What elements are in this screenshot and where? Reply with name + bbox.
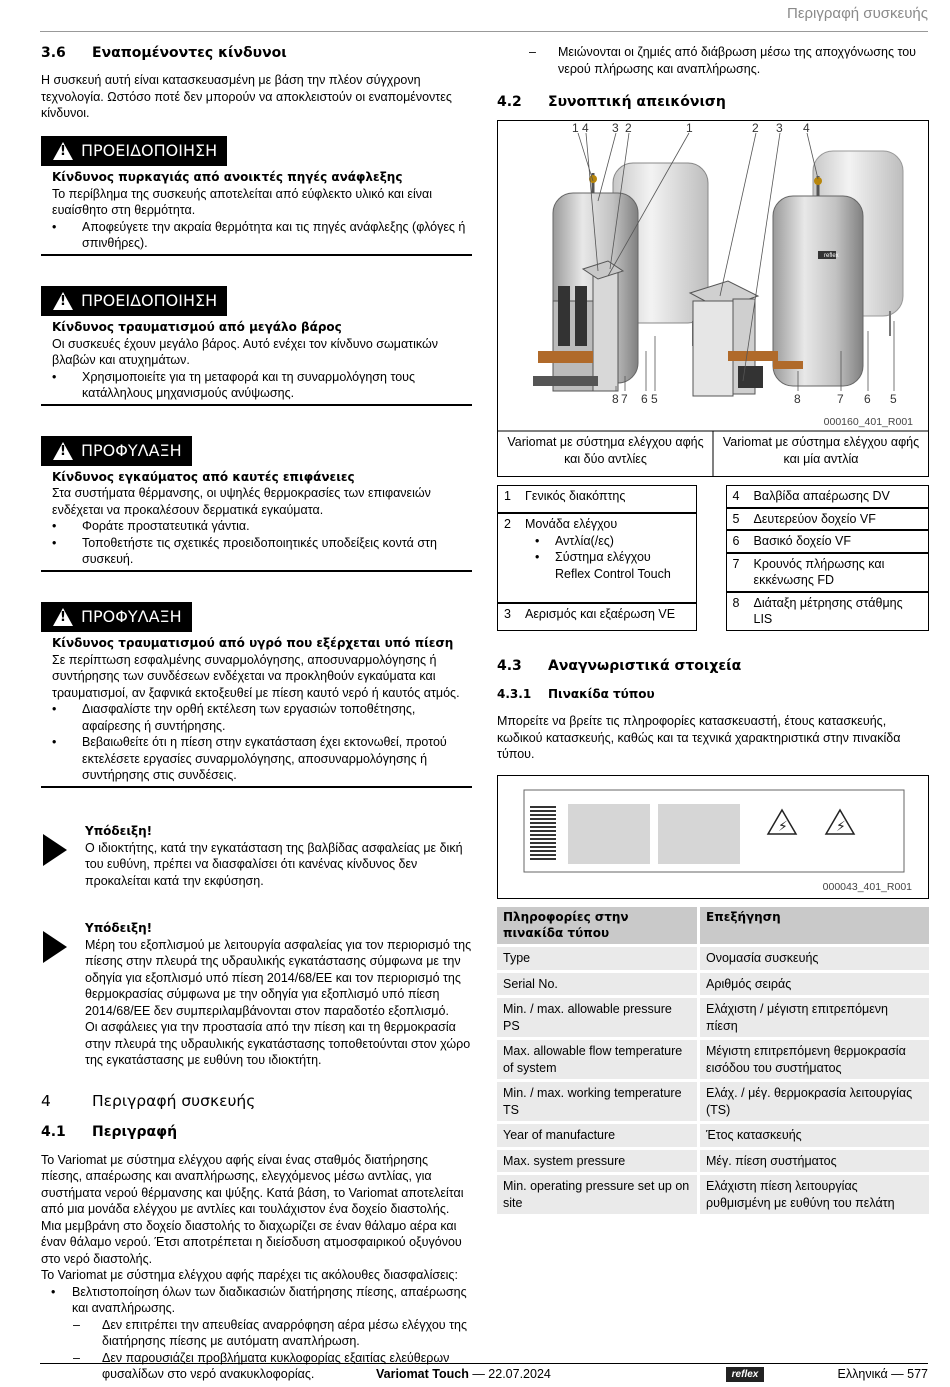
- benefit-dash: – Μειώνονται οι ζημιές από διάβρωση μέσω της αποχγόνωσης του νερού πλήρωσης και αναπλήρωσης.: [497, 44, 929, 77]
- caution-bullet: • Διασφαλίστε την ορθή εκτέλεση των εργασιών τοποθέτησης, αφαίρεσης ή συντήρησης.: [52, 701, 472, 734]
- table-row: 2 Μονάδα ελέγχου • Αντλία(/ες) • Σύστημα ελέγχου Reflex Control Touch: [497, 513, 697, 603]
- callout-label: 4: [803, 121, 810, 136]
- note-text: Μέρη του εξοπλισμού με λειτουργία ασφαλείας για τον περιορισμό της πίεσης στην πλευρά της υδραυλικής εγκατάστασης σύμφωνα με την οδηγία για εξοπλισμό υπό πίεση 2014/68/ΕΕ και τον περιορισμό της θερμοκρασίας σύμφωνα με την οδηγία για εξοπλισμό υπό πίεση 2014/68/ΕΕ δεν συμπεριλαμβάνονται στον παραδοτέο εξοπλισμό.: [85, 937, 472, 1018]
- callout-label: 8: [612, 392, 619, 407]
- callout-label: 1: [686, 121, 693, 136]
- callout-label: 6: [641, 392, 648, 407]
- type-plate-table: [497, 907, 929, 1218]
- primary-tank-right: [773, 176, 863, 386]
- legend-table-right: [726, 485, 930, 631]
- tank-logo: reflex: [824, 253, 839, 260]
- table-row: 8 Διάταξη μέτρησης στάθμης LIS: [726, 592, 930, 631]
- caution-pressure-fluid: [41, 602, 472, 788]
- note-title: Υπόδειξη!: [85, 921, 153, 936]
- table-row: 3 Αερισμός και εξαέρωση VE: [497, 603, 697, 631]
- note-title: Υπόδειξη!: [85, 823, 153, 838]
- callout-label: 2: [752, 121, 759, 136]
- callout-label: 2: [625, 121, 632, 136]
- caution-title: Κίνδυνος εγκαύματος από καυτές επιφάνειες: [52, 469, 355, 484]
- table-row: Min. operating pressure set up on site Ελάχιστη πίεση λειτουργίας ρυθμισμένη με ευθύνη του πελάτη: [497, 1175, 929, 1217]
- table-row: Max. system pressure Μέγ. πίεση συστήματος: [497, 1150, 929, 1176]
- callout-label: 7: [621, 392, 628, 407]
- caution-tag: ! ΠΡΟΦΥΛΑΞΗ: [41, 436, 192, 466]
- section-4-heading: 4 Περιγραφή συσκευής: [41, 1091, 256, 1110]
- legend-table-left: [497, 485, 697, 631]
- header-rule: [40, 31, 928, 32]
- caution-text: Σε περίπτωση εσφαλμένης συναρμολόγησης, αποσυναρμολόγησης ή συντήρησης των συνδέσεων ενδέχεται να προκληθούν εγκαύματα και τραυματισμοί, αν ξαφνικά εκτοξευθεί με πίεση καυτό νερό ή καυτός ατμός.: [52, 652, 460, 700]
- right-column: [497, 44, 929, 1217]
- section-4-1-paragraph-2: Το Variomat με σύστημα ελέγχου αφής παρέχει τις ακόλουθες διασφαλίσεις:: [41, 1268, 458, 1283]
- warning-triangle-icon: !: [53, 142, 73, 160]
- warning-weight: [41, 286, 472, 406]
- table-row: 6 Βασικό δοχείο VF: [726, 530, 930, 553]
- note-text-2: Οι ασφάλειες για την προστασία από την πίεση και τη θερμοκρασία στην πλευρά της υδραυλικής εγκατάστασης τοποθετούνται στον χώρο της εγκατάστασης με ευθύνη του ιδιοκτήτη.: [85, 1020, 471, 1068]
- legend: [497, 485, 929, 631]
- warning-bullet: • Αποφεύγετε την ακραία θερμότητα και τις πηγές ανάφλεξης (φλόγες ή σπινθήρες).: [52, 219, 472, 252]
- table-row: Max. allowable flow temperature of system Μέγιστη επιτρεπόμενη θερμοκρασία εισόδου του συστήματος: [497, 1040, 929, 1082]
- callout-label: 4: [582, 121, 589, 136]
- table-header-row: Πληροφορίες στην πινακίδα τύπου Επεξήγηση: [497, 907, 929, 948]
- warning-text: Το περίβλημα της συσκευής αποτελείται από εύφλεκτο υλικό και είναι ευαίσθητο στη θερμότητα.: [52, 186, 432, 218]
- figure-caption-right: Variomat με σύστημα ελέγχου αφής και μία αντλία: [722, 435, 920, 466]
- warning-triangle-icon: !: [53, 608, 73, 626]
- warning-tag: ! ΠΡΟΕΙΔΟΠΟΙΗΣΗ: [41, 136, 227, 166]
- table-row: 4 Βαλβίδα απαέρωσης DV: [726, 485, 930, 508]
- overview-illustration: [498, 121, 928, 476]
- warning-title: Κίνδυνος πυρκαγιάς από ανοικτές πηγές ανάφλεξης: [52, 169, 403, 184]
- type-plate-figure: [497, 775, 929, 899]
- running-header: Περιγραφή συσκευής: [786, 5, 928, 22]
- left-column: [41, 44, 472, 1383]
- benefit-dash: – Δεν επιτρέπει την απευθείας αναρρόφηση αέρα μέσω ελέγχου της διατήρησης πίεσης με αυτόματη αναπλήρωση.: [41, 1317, 472, 1350]
- table-row: 5 Δευτερεύον δοχείο VF: [726, 508, 930, 531]
- warning-bullet: • Χρησιμοποιείτε για τη μεταφορά και τη συναρμολόγηση τους κατάλληλους μηχανισμούς ανύψωσης.: [52, 369, 472, 402]
- section-4-1-paragraph: Το Variomat με σύστημα ελέγχου αφής είναι ένας σταθμός διατήρησης πίεσης, απαέρωσης και αναπλήρωσης, ελεγχόμενος μέσω αντλίας, για συστήματα νερού θέρμανσης και ψύξης. Κατά βάση, το Variomat αποτελείται από μια μονάδα ελέγχου με αντλίες και τουλάχιστον ένα δοχείο διαστολής. Μια μεμβράνη στο δοχείο διαστολής το διαχωρίζει σε έναν θάλαμο αέρα και έναν θάλαμο νερού. Έτσι αποτρέπεται η διείσδυση ατμοσφαιρικού οξυγόνου στο νερό διαστολής.: [41, 1152, 464, 1266]
- callout-label: 5: [890, 392, 897, 407]
- note-safety-valve: [41, 824, 472, 889]
- section-4-1-heading: 4.1 Περιγραφή: [41, 1124, 178, 1141]
- type-plate-illustration: [498, 776, 928, 898]
- section-4-3-1-heading: 4.3.1 Πινακίδα τύπου: [497, 687, 655, 702]
- callout-label: 5: [651, 392, 658, 407]
- warning-fire: [41, 136, 472, 256]
- table-row: Min. / max. allowable pressure PS Ελάχιστη / μέγιστη επιτρεπόμενη πίεση: [497, 998, 929, 1040]
- section-4-2-heading: 4.2 Συνοπτική απεικόνιση: [497, 94, 726, 110]
- note-arrow-icon: [43, 834, 67, 866]
- warning-triangle-icon: !: [53, 292, 73, 310]
- figure-id: 000160_401_R001: [823, 416, 913, 429]
- figure-id: 000043_401_R001: [822, 880, 912, 893]
- caution-bullet: • Βεβαιωθείτε ότι η πίεση στην εγκατάσταση έχει εκτονωθεί, προτού εκτελέσετε εργασίες συναρμολόγησης, αποσυναρμολόγησης ή συντήρησης στις συνδέσεις.: [52, 734, 472, 784]
- benefit-bullet: • Βελτιστοποίηση όλων των διαδικασιών διατήρησης πίεσης, απαέρωσης και αναπλήρωσης.: [41, 1284, 472, 1317]
- table-row: Type Ονομασία συσκευής: [497, 947, 929, 973]
- callout-label: 8: [794, 392, 801, 407]
- warning-tag: ! ΠΡΟΕΙΔΟΠΟΙΗΣΗ: [41, 286, 227, 316]
- note-safety-equipment: [41, 921, 472, 1069]
- table-row: 1 Γενικός διακόπτης: [497, 485, 697, 513]
- figure-caption-left: Variomat με σύστημα ελέγχου αφής και δύο αντλίες: [507, 435, 704, 466]
- caution-bullet: • Τοποθετήστε τις σχετικές προειδοποιητικές υποδείξεις κοντά στη συσκευή.: [52, 535, 472, 568]
- note-text: Ο ιδιοκτήτης, κατά την εγκατάσταση της βαλβίδας ασφαλείας με δική του ευθύνη, πρέπει να διασφαλίσει ότι κανένας κίνδυνος δεν προκαλείται κατά την εκφύσηση.: [85, 840, 463, 888]
- svg-text:⚡: ⚡: [836, 818, 846, 835]
- warning-title: Κίνδυνος τραυματισμού από μεγάλο βάρος: [52, 319, 342, 334]
- warning-text: Οι συσκευές έχουν μεγάλο βάρος. Αυτό ενέχει τον κίνδυνο σωματικών βλαβών και ατυχημάτων.: [52, 336, 438, 368]
- callout-label: 3: [776, 121, 783, 136]
- benefit-dash: – Δεν παρουσιάζει προβλήματα κυκλοφορίας εξαιτίας ελεύθερων φυσαλίδων στο νερό ανακυκλοφορίας.: [41, 1350, 472, 1383]
- table-row: Year of manufacture Έτος κατασκευής: [497, 1124, 929, 1150]
- caution-text: Στα συστήματα θέρμανσης, οι υψηλές θερμοκρασίες των επιφανειών ενδέχεται να προκαλέσουν δερματικά εγκαύματα.: [52, 486, 431, 517]
- caution-title: Κίνδυνος τραυματισμού από υγρό που εξέρχεται υπό πίεση: [52, 635, 454, 650]
- caution-hot-surfaces: [41, 436, 472, 572]
- callout-label: 1: [572, 121, 579, 136]
- type-plate-text: Μπορείτε να βρείτε τις πληροφορίες κατασκευαστή, έτους κατασκευής, κωδικού κατασκευής, καθώς και τα τεχνικά χαρακτηριστικά στην πινακίδα τύπου.: [497, 714, 901, 762]
- svg-text:⚡: ⚡: [778, 818, 788, 835]
- footer-rule: [40, 1363, 928, 1364]
- section-3-6-heading: 3.6 Εναπομένοντες κίνδυνοι: [41, 45, 287, 61]
- table-row: 7 Κρουνός πλήρωσης και εκκένωσης FD: [726, 553, 930, 592]
- callout-label: 6: [864, 392, 871, 407]
- table-row: Serial No. Αριθμός σειράς: [497, 973, 929, 999]
- caution-bullet: • Φοράτε προστατευτικά γάντια.: [52, 518, 472, 535]
- overview-figure: [497, 120, 929, 477]
- callout-label: 7: [837, 392, 844, 407]
- footer-page: Ελληνικά — 577: [837, 1367, 928, 1381]
- reflex-logo: reflex: [726, 1367, 764, 1382]
- callout-label: 3: [612, 121, 619, 136]
- section-3-6-intro: Η συσκευή αυτή είναι κατασκευασμένη με βάση την πλέον σύγχρονη τεχνολογία. Ωστόσο ποτέ δεν μπορούν να αποκλειστούν οι εναπομένοντες κίνδυνοι.: [41, 73, 452, 121]
- note-arrow-icon: [43, 931, 67, 963]
- footer-product: Variomat Touch — 22.07.2024: [376, 1367, 551, 1381]
- warning-triangle-icon: !: [53, 442, 73, 460]
- section-4-3-heading: 4.3 Αναγνωριστικά στοιχεία: [497, 657, 742, 674]
- table-row: Min. / max. working temperature TS Ελάχ. / μέγ. θερμοκρασία λειτουργίας (TS): [497, 1082, 929, 1124]
- caution-tag: ! ΠΡΟΦΥΛΑΞΗ: [41, 602, 192, 632]
